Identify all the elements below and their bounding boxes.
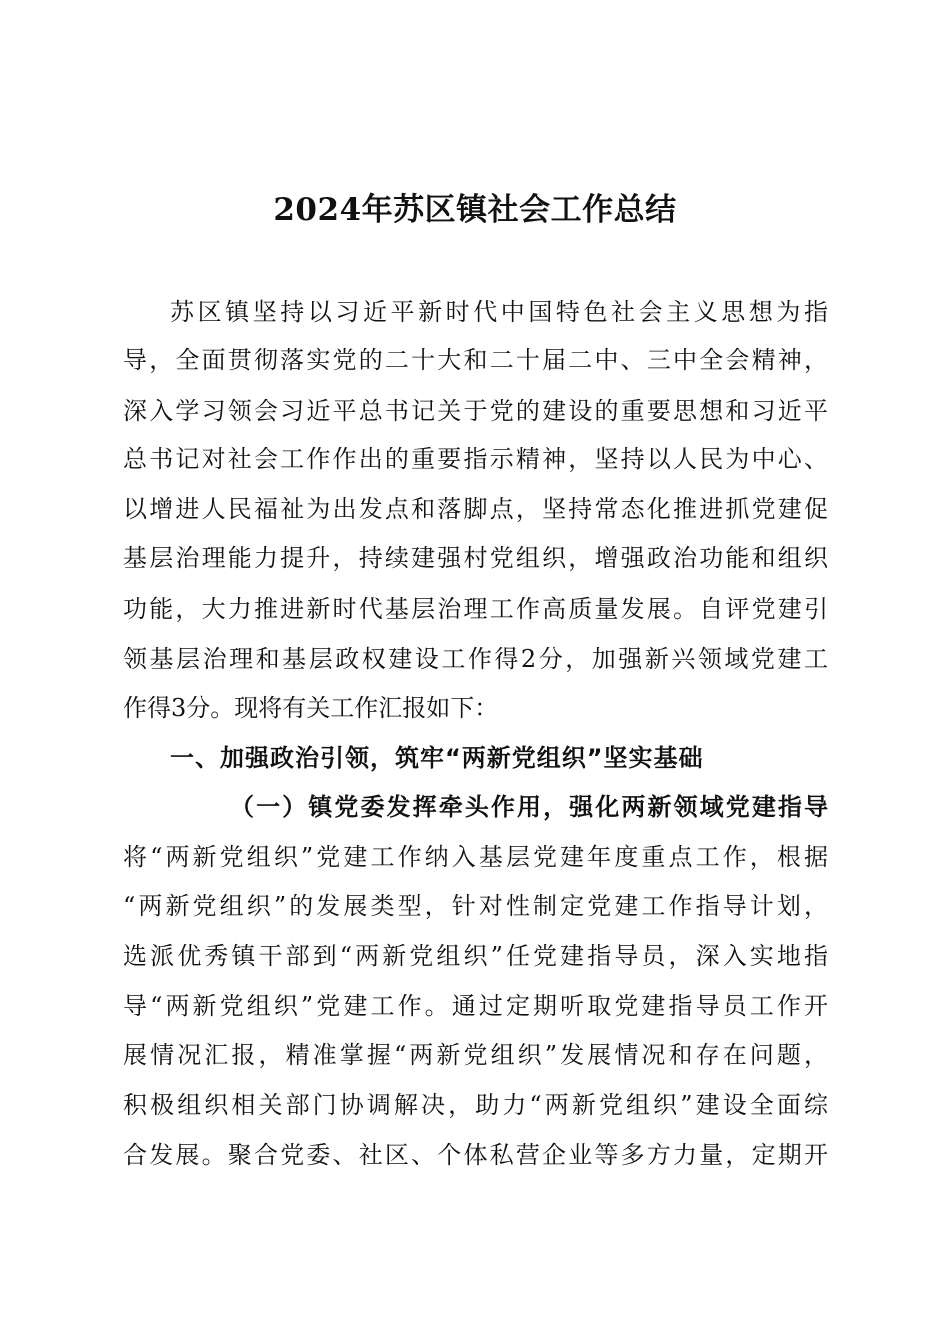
paragraph-line: 基层治理能力提升，持续建强村党组织，增强政治功能和组织: [123, 544, 828, 572]
paragraph-line: 导，全面贯彻落实党的二十大和二十届二中、三中全会精神，: [123, 346, 828, 374]
paragraph-line: 展情况汇报，精准掌握“两新党组织”发展情况和存在问题，: [123, 1041, 828, 1069]
subsection-heading: （一）镇党委发挥牵头作用，强化两新领域党建指导: [230, 793, 828, 821]
section-heading: 一、加强政治引领，筑牢“两新党组织”坚实基础: [170, 744, 704, 772]
paragraph-line: 总书记对社会工作作出的重要指示精神，坚持以人民为中心、: [123, 445, 828, 473]
paragraph-line: 选派优秀镇干部到“两新党组织”任党建指导员，深入实地指: [123, 942, 828, 970]
paragraph-line: 作得3分。现将有关工作汇报如下：: [123, 694, 499, 722]
paragraph-line: 以增进人民福祉为出发点和落脚点，坚持常态化推进抓党建促: [123, 495, 828, 523]
paragraph-line: 导“两新党组织”党建工作。通过定期听取党建指导员工作开: [123, 992, 828, 1020]
document-title: 2024年苏区镇社会工作总结: [273, 192, 677, 228]
paragraph-line: 合发展。聚合党委、社区、个体私营企业等多方力量，定期开: [123, 1141, 828, 1169]
paragraph-line: 积极组织相关部门协调解决，助力“两新党组织”建设全面综: [123, 1091, 828, 1119]
paragraph-line: “两新党组织”的发展类型，针对性制定党建工作指导计划，: [123, 892, 828, 920]
paragraph-line: 深入学习领会习近平总书记关于党的建设的重要思想和习近平: [123, 397, 828, 425]
paragraph-line: 苏区镇坚持以习近平新时代中国特色社会主义思想为指: [170, 298, 828, 326]
paragraph-line: 领基层治理和基层政权建设工作得2分，加强新兴领域党建工: [123, 645, 828, 673]
paragraph-line: 功能，大力推进新时代基层治理工作高质量发展。自评党建引: [123, 595, 828, 623]
paragraph-line: 将“两新党组织”党建工作纳入基层党建年度重点工作，根据: [123, 843, 828, 871]
